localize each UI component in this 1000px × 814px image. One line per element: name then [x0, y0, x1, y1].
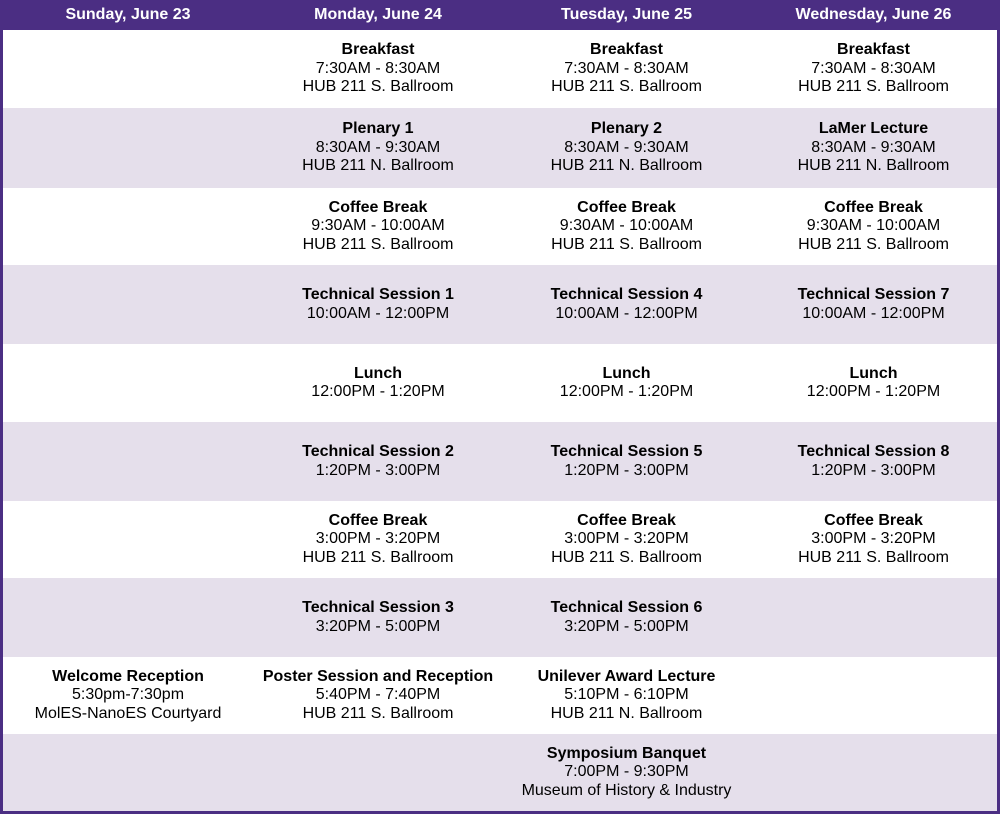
day-header-row [3, 0, 997, 30]
event-title: Coffee Break [577, 198, 676, 216]
empty-cell [750, 657, 997, 734]
event-cell [503, 265, 750, 344]
schedule-row [3, 501, 997, 578]
event-time: 7:30AM - 8:30AM [315, 59, 441, 77]
event-title: Lunch [849, 364, 898, 382]
event-title: Breakfast [341, 41, 415, 59]
event-title: Coffee Break [824, 511, 923, 529]
event-cell [750, 422, 997, 501]
event-title: LaMer Lecture [818, 120, 929, 138]
event-location: HUB 211 S. Ballroom [302, 704, 454, 722]
event-cell [750, 108, 997, 188]
event-time: 8:30AM - 9:30AM [564, 138, 689, 156]
event-time: 7:00PM - 9:30PM [564, 763, 689, 781]
event-title: Plenary 1 [342, 120, 414, 138]
day-header-sunday: Sunday, June 23 [3, 0, 253, 30]
event-time: 7:30AM - 8:30AM [564, 59, 689, 77]
event-time: 5:40PM - 7:40PM [315, 686, 441, 704]
event-title: Technical Session 1 [302, 286, 454, 303]
event-title: Plenary 2 [590, 120, 663, 138]
schedule-row [3, 265, 997, 344]
event-cell [503, 657, 750, 734]
event-time: 12:00PM - 1:20PM [806, 383, 941, 400]
event-cell [503, 30, 750, 108]
schedule-row [3, 578, 997, 657]
event-title: Unilever Award Lecture [537, 667, 716, 685]
event-title: Breakfast [837, 41, 910, 59]
event-time: 3:00PM - 3:20PM [315, 530, 441, 548]
event-cell [750, 265, 997, 344]
event-location: HUB 211 S. Ballroom [302, 235, 454, 253]
event-cell [503, 734, 750, 811]
event-location: HUB 211 S. Ballroom [551, 78, 702, 96]
event-time: 3:00PM - 3:20PM [564, 530, 689, 548]
empty-cell [3, 734, 253, 811]
event-title: Welcome Reception [52, 667, 204, 685]
event-time: 3:20PM - 5:00PM [315, 617, 441, 635]
event-location: HUB 211 N. Ballroom [550, 704, 703, 722]
event-cell [253, 30, 503, 108]
event-title: Coffee Break [328, 511, 428, 529]
day-header-wednesday: Wednesday, June 26 [750, 0, 997, 30]
event-time: 8:30AM - 9:30AM [811, 138, 936, 156]
event-title: Technical Session 2 [302, 443, 454, 460]
event-cell [503, 344, 750, 422]
event-cell [750, 344, 997, 422]
empty-cell [3, 344, 253, 422]
empty-cell [3, 422, 253, 501]
event-time: 9:30AM - 10:00AM [559, 217, 694, 235]
event-time: 1:20PM - 3:00PM [315, 461, 441, 479]
empty-cell [750, 578, 997, 657]
event-time: 5:10PM - 6:10PM [564, 686, 689, 704]
event-title: Breakfast [590, 41, 663, 59]
event-time: 8:30AM - 9:30AM [315, 138, 441, 156]
event-title: Coffee Break [824, 198, 923, 216]
event-cell [253, 578, 503, 657]
schedule-row [3, 108, 997, 188]
event-cell [503, 578, 750, 657]
event-title: Coffee Break [577, 511, 676, 529]
event-location: HUB 211 N. Ballroom [550, 157, 703, 175]
event-title: Technical Session 7 [797, 286, 950, 303]
event-time: 7:30AM - 8:30AM [811, 59, 936, 77]
event-location: HUB 211 S. Ballroom [551, 235, 702, 253]
schedule-row [3, 344, 997, 422]
event-title: Technical Session 8 [797, 443, 950, 460]
event-cell [503, 108, 750, 188]
event-cell [253, 657, 503, 734]
empty-cell [3, 501, 253, 578]
event-time: 1:20PM - 3:00PM [811, 461, 936, 479]
event-cell [503, 501, 750, 578]
event-location: HUB 211 S. Ballroom [798, 548, 949, 566]
schedule-row [3, 422, 997, 501]
event-title: Technical Session 3 [302, 599, 454, 616]
event-time: 12:00PM - 1:20PM [311, 383, 445, 400]
empty-cell [253, 734, 503, 811]
event-cell [253, 265, 503, 344]
schedule-row [3, 30, 997, 108]
event-cell [253, 108, 503, 188]
empty-cell [3, 265, 253, 344]
event-cell [750, 501, 997, 578]
schedule-row [3, 734, 997, 811]
event-title: Technical Session 5 [550, 443, 703, 460]
event-cell [253, 188, 503, 265]
event-cell [3, 657, 253, 734]
event-title: Technical Session 6 [550, 599, 703, 616]
event-location: HUB 211 S. Ballroom [302, 548, 454, 566]
event-time: 3:00PM - 3:20PM [811, 530, 936, 548]
event-location: HUB 211 N. Ballroom [302, 157, 454, 175]
event-cell [750, 30, 997, 108]
event-cell [253, 344, 503, 422]
day-header-monday: Monday, June 24 [253, 0, 503, 30]
event-time: 3:20PM - 5:00PM [564, 617, 689, 635]
day-header-tuesday: Tuesday, June 25 [503, 0, 750, 30]
event-title: Lunch [354, 364, 402, 382]
event-time: 5:30pm-7:30pm [71, 686, 185, 704]
event-location: Museum of History & Industry [521, 781, 732, 799]
event-time: 9:30AM - 10:00AM [311, 217, 445, 235]
event-time: 12:00PM - 1:20PM [559, 383, 694, 400]
empty-cell [3, 188, 253, 265]
event-title: Lunch [602, 364, 651, 382]
event-title: Coffee Break [328, 198, 428, 216]
event-cell [503, 422, 750, 501]
event-time: 10:00AM - 12:00PM [802, 304, 945, 322]
schedule-table [3, 0, 997, 811]
event-cell [253, 422, 503, 501]
event-time: 1:20PM - 3:00PM [564, 461, 689, 479]
event-cell [750, 188, 997, 265]
empty-cell [3, 578, 253, 657]
event-time: 10:00AM - 12:00PM [306, 304, 450, 322]
event-time: 9:30AM - 10:00AM [806, 217, 941, 235]
event-location: MolES-NanoES Courtyard [34, 704, 222, 722]
event-location: HUB 211 N. Ballroom [797, 157, 950, 175]
event-cell [503, 188, 750, 265]
event-location: HUB 211 S. Ballroom [798, 78, 949, 96]
empty-cell [3, 30, 253, 108]
event-location: HUB 211 S. Ballroom [302, 78, 454, 96]
schedule-row [3, 657, 997, 734]
event-location: HUB 211 S. Ballroom [798, 235, 949, 253]
event-title: Symposium Banquet [546, 744, 707, 762]
empty-cell [3, 108, 253, 188]
event-title: Poster Session and Reception [262, 667, 494, 685]
event-title: Technical Session 4 [550, 286, 703, 303]
event-time: 10:00AM - 12:00PM [555, 304, 698, 322]
schedule-row [3, 188, 997, 265]
empty-cell [750, 734, 997, 811]
event-location: HUB 211 S. Ballroom [551, 548, 702, 566]
event-cell [253, 501, 503, 578]
